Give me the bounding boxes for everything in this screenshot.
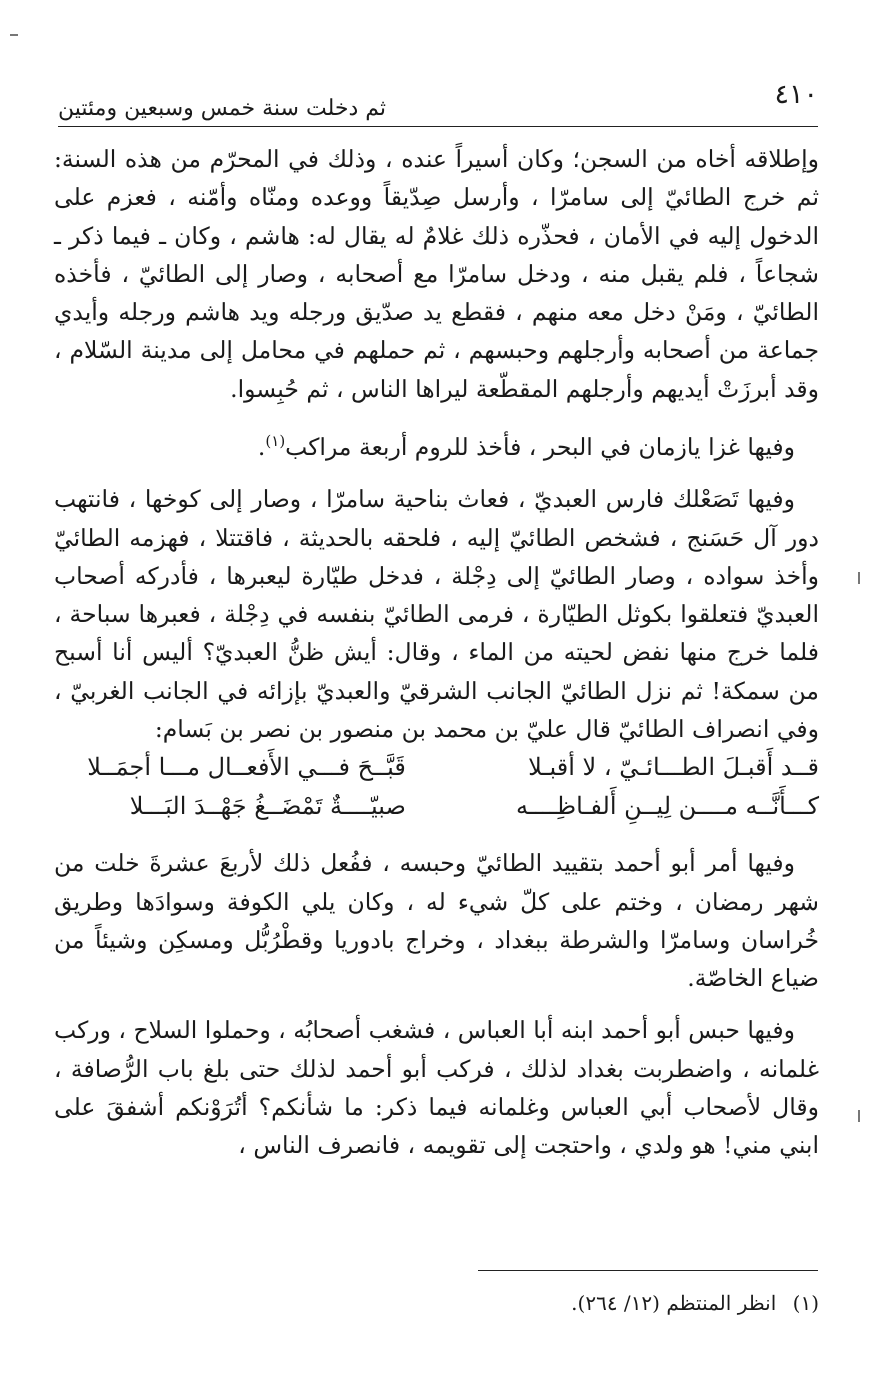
footnote-text: انظر المنتظم (١٢/ ٢٦٤).: [571, 1291, 777, 1315]
paragraph-2: [54, 422, 819, 466]
paragraph-4: وفيها أمر أبو أحمد بتقييد الطائيّ وحبسه ، ففُعل ذلك لأربعَ عشرةَ خلت من شهر رمضان ، وختم على كلّ شيء له ، وكان يلي الكوفة وسوادَها وطريق خُراسان وسامرّا والشرطة ببغداد ، وخراج بادوريا وقطْرُبُّل ومسكِن وشيئاً من ضياع الخاصّة.: [54, 849, 819, 993]
poem: [54, 748, 819, 826]
verse-1-second-hemistich: قَبَّــحَ فـــي الأَفعــال مـــا أجمَــلا: [87, 753, 406, 782]
footnote: [571, 1290, 819, 1316]
footnote-separator: [478, 1270, 818, 1271]
paragraph-1: وإطلاقه أخاه من السجن؛ وكان أسيراً عنده ، وذلك في المحرّم من هذه السنة: ثم خرج الطائيّ إلى سامرّا ، وأرسل صِدّيقاً ووعده ومنّاه وأمّنه ، فعزم على الدخول إليه في الأمان ، فحذّره ذلك غلامٌ له يقال له: هاشم ، وكان ـ فيما ذكر ـ شجاعاً ، فلم يقبل منه ، ودخل سامرّا مع أصحابه ، وصار إلى الطائيّ ، فأخذه الطائيّ ، ومَنْ دخل معه منهم ، فقطع يد صدّيق ورجله ويد هاشم ورجله وأيدي جماعة من أصحابه وأرجلهم وحبسهم ، ثم حملهم في محامل إلى مدينة السّلام ، وقد أبرزَتْ أيديهم وأرجلهم المقطّعة ليراها الناس ، ثم حُبِسوا.: [54, 145, 819, 403]
verse-2-first-hemistich: كـــأَنَّــه مــــن لِيــنِ أَلفـاظِــــه: [515, 792, 819, 821]
margin-tick-mark: [858, 572, 860, 584]
verse-line-1: [54, 748, 819, 787]
footnote-reference[interactable]: (١): [265, 432, 286, 451]
paragraph-3: وفيها تَصَعْلك فارس العبديّ ، فعاث بناحية سامرّا ، وصار إلى كوخها ، فانتهب دور آل حَسَنج ، فشخص الطائيّ إليه ، فلحقه بالحديثة ، فاقتتلا ، فهزمه الطائيّ وأخذ سواده ، وصار الطائيّ إلى دِجْلة ، فدخل طيّارة ليعبرها ، فأدركه أصحاب العبديّ فتعلقوا بكوثل الطيّارة ، فرمى الطائيّ بنفسه في دِجْلة ، فعبرها سباحة ، فلما خرج منها نفض لحيته من الماء ، وقال: أيش ظنُّ العبديّ؟ أليس أنا أسبح من سمكة! ثم نزل الطائيّ الجانب الشرقيّ والعبديّ بإزائه في الجانب الغربيّ ، وفي انصراف الطائيّ قال عليّ بن محمد بن منصور بن نصر بن بَسام:: [54, 485, 819, 743]
page-body: [54, 140, 819, 1165]
margin-tick-mark: [10, 34, 18, 36]
verse-1-first-hemistich: قــد أَقبـلَ الطـــائـيّ ، لا أقبـلا: [528, 753, 819, 782]
verse-line-2: [54, 787, 819, 826]
paragraph-5: وفيها حبس أبو أحمد ابنه أبا العباس ، فشغب أصحابُه ، وحملوا السلاح ، وركب غلمانه ، واضطربت بغداد لذلك ، فركب أبو أحمد لذلك حتى بلغ باب الرُّصافة ، وقال لأصحاب أبي العباس وغلمانه فيما ذكر: ما شأنكم؟ أتُرَوْنكم أشفقَ على ابني مني! هو ولدي ، واحتجت إلى تقويمه ، فانصرف الناس ،: [54, 1016, 819, 1160]
footnote-marker: (١): [792, 1291, 819, 1315]
paragraph-2-end: .: [257, 432, 266, 461]
verse-2-second-hemistich: صبيّــــةٌ تَمْضَــغُ جَهْــدَ البَـــلا: [129, 792, 406, 821]
page-number: ٤١٠: [774, 79, 818, 110]
running-title: ثم دخلت سنة خمس وسبعين ومئتين: [58, 96, 387, 121]
paragraph-2-text: وفيها غزا يازمان في البحر ، فأخذ للروم أربعة مراكب: [285, 432, 795, 461]
page-header: [58, 78, 818, 127]
margin-tick-mark: [858, 1110, 860, 1122]
